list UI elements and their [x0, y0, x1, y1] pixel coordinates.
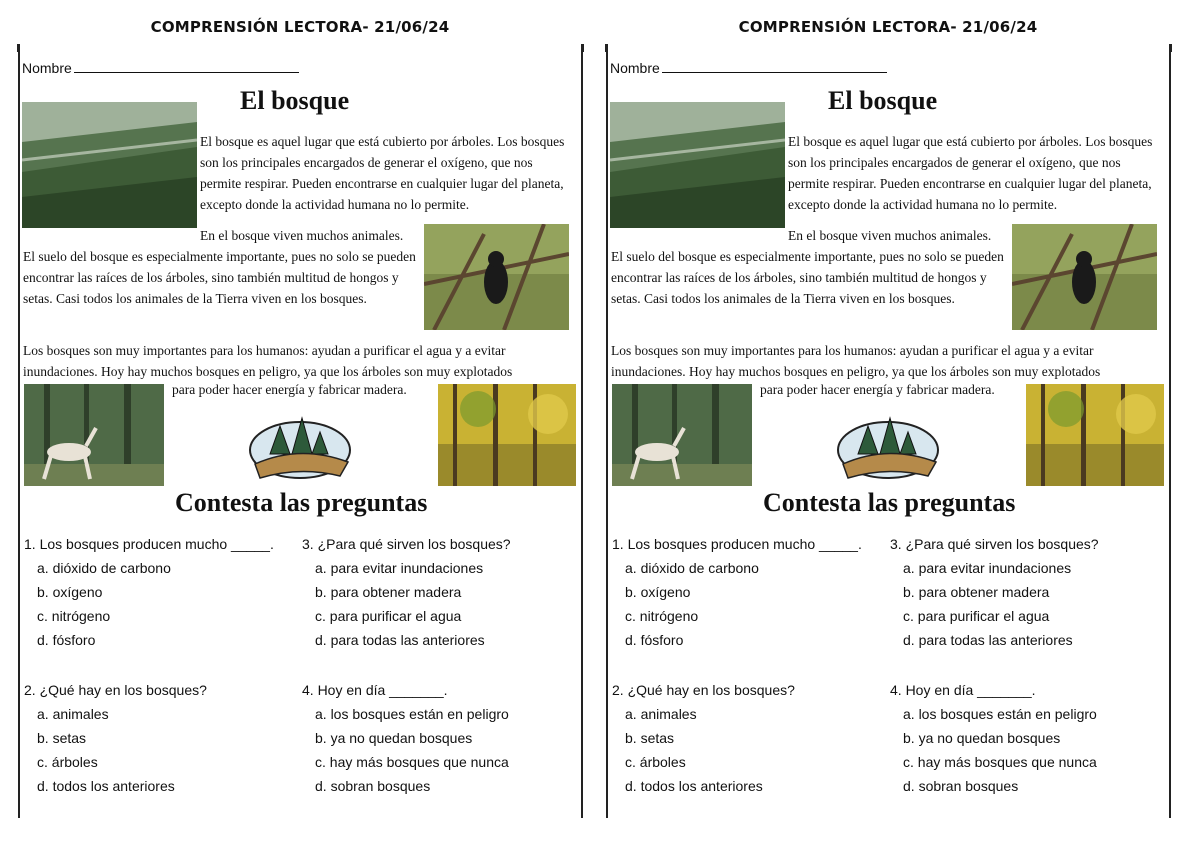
name-blank-line — [74, 60, 299, 73]
question-stem: 4. Hoy en día _______. — [302, 682, 448, 698]
autumn-forest-image — [438, 384, 576, 486]
answer-option: c. árboles — [625, 754, 686, 770]
question-stem: 1. Los bosques producen mucho _____. — [24, 536, 274, 552]
question-1 — [612, 536, 862, 656]
autumn-forest-image — [1026, 384, 1164, 486]
answer-option: a. dióxido de carbono — [37, 560, 171, 576]
answer-option: c. para purificar el agua — [315, 608, 462, 624]
margin-line-left — [18, 48, 20, 818]
worksheet-header: COMPRENSIÓN LECTORA- 21/06/24 — [150, 18, 450, 36]
answer-option: c. hay más bosques que nunca — [315, 754, 509, 770]
question-stem: 3. ¿Para qué sirven los bosques? — [890, 536, 1099, 552]
forest-clipart-logo — [828, 404, 948, 482]
paragraph-soil: El suelo del bosque es especialmente importante, pues no solo se pueden encontrar las raíces de los árboles, sino también multitud de hongos y setas. Casi todos los animales de la Tierra viven en los bosques. — [611, 249, 1004, 306]
answer-option: d. todos los anteriores — [625, 778, 763, 794]
name-field — [610, 60, 887, 76]
paragraph-intro: El bosque es aquel lugar que está cubierto por árboles. Los bosques son los principales encargados de generar el oxígeno, que nos permite respirar. Pueden encontrarse en cualquier lugar del planeta, excepto donde la actividad humana no lo permite. — [788, 134, 1153, 212]
answer-option: c. árboles — [37, 754, 98, 770]
answer-option: b. ya no quedan bosques — [903, 730, 1061, 746]
paragraph-importance: Los bosques son muy importantes para los humanos: ayudan a purificar el agua y a evitar inundaciones. Hoy hay muchos bosques en peligro, ya que los árboles son muy explotados — [23, 343, 513, 379]
answer-option: d. para todas las anteriores — [315, 632, 485, 648]
question-stem: 4. Hoy en día _______. — [890, 682, 1036, 698]
forest-hillside-image — [22, 102, 197, 228]
answer-option: d. fósforo — [625, 632, 684, 648]
question-3 — [890, 536, 1099, 656]
name-field — [22, 60, 299, 76]
question-2 — [24, 682, 207, 802]
worksheet-right — [598, 0, 1178, 849]
answer-option: d. sobran bosques — [903, 778, 1019, 794]
answer-option: a. los bosques están en peligro — [903, 706, 1097, 722]
worksheet-header: COMPRENSIÓN LECTORA- 21/06/24 — [738, 18, 1038, 36]
name-label: Nombre — [610, 60, 660, 76]
reading-title: El bosque — [828, 86, 938, 115]
answer-option: b. para obtener madera — [903, 584, 1050, 600]
answer-option: d. para todas las anteriores — [903, 632, 1073, 648]
paragraph-importance-tail: para poder hacer energía y fabricar madera. — [172, 382, 407, 397]
question-1 — [24, 536, 274, 656]
name-blank-line — [662, 60, 887, 73]
question-stem: 2. ¿Qué hay en los bosques? — [24, 682, 207, 698]
answer-option: d. sobran bosques — [315, 778, 431, 794]
deer-in-forest-image — [612, 384, 752, 486]
question-3 — [302, 536, 511, 656]
reading-title: El bosque — [240, 86, 350, 115]
answer-option: d. todos los anteriores — [37, 778, 175, 794]
answer-option: b. ya no quedan bosques — [315, 730, 473, 746]
question-4 — [302, 682, 509, 802]
question-4 — [890, 682, 1097, 802]
paragraph-animals-lead: En el bosque viven muchos animales. — [788, 228, 992, 243]
forest-hillside-image — [610, 102, 785, 228]
paragraph-soil: El suelo del bosque es especialmente importante, pues no solo se pueden encontrar las raíces de los árboles, sino también multitud de hongos y setas. Casi todos los animales de la Tierra viven en los bosques. — [23, 249, 416, 306]
deer-in-forest-image — [24, 384, 164, 486]
name-label: Nombre — [22, 60, 72, 76]
margin-line-left — [606, 48, 608, 818]
answer-option: a. para evitar inundaciones — [315, 560, 484, 576]
bear-in-tree-image — [1012, 224, 1157, 330]
paragraph-importance: Los bosques son muy importantes para los humanos: ayudan a purificar el agua y a evitar inundaciones. Hoy hay muchos bosques en peligro, ya que los árboles son muy explotados — [611, 343, 1101, 379]
answer-option: a. los bosques están en peligro — [315, 706, 509, 722]
answer-option: b. oxígeno — [625, 584, 691, 600]
paragraph-animals-lead: En el bosque viven muchos animales. — [200, 228, 404, 243]
question-stem: 1. Los bosques producen mucho _____. — [612, 536, 862, 552]
answer-option: c. nitrógeno — [625, 608, 699, 624]
question-stem: 2. ¿Qué hay en los bosques? — [612, 682, 795, 698]
questions-heading: Contesta las preguntas — [175, 488, 428, 517]
answer-option: c. para purificar el agua — [903, 608, 1050, 624]
answer-option: b. setas — [625, 730, 675, 746]
answer-option: a. animales — [625, 706, 697, 722]
forest-clipart-logo — [240, 404, 360, 482]
margin-line-right — [1169, 48, 1171, 818]
question-2 — [612, 682, 795, 802]
answer-option: a. animales — [37, 706, 109, 722]
answer-option: b. setas — [37, 730, 87, 746]
margin-line-right — [581, 48, 583, 818]
worksheet-left — [10, 0, 590, 849]
paragraph-intro: El bosque es aquel lugar que está cubierto por árboles. Los bosques son los principales encargados de generar el oxígeno, que nos permite respirar. Pueden encontrarse en cualquier lugar del planeta, excepto donde la actividad humana no lo permite. — [200, 134, 565, 212]
answer-option: c. hay más bosques que nunca — [903, 754, 1097, 770]
answer-option: b. oxígeno — [37, 584, 103, 600]
answer-option: b. para obtener madera — [315, 584, 462, 600]
question-stem: 3. ¿Para qué sirven los bosques? — [302, 536, 511, 552]
answer-option: c. nitrógeno — [37, 608, 111, 624]
questions-heading: Contesta las preguntas — [763, 488, 1016, 517]
answer-option: a. dióxido de carbono — [625, 560, 759, 576]
paragraph-importance-tail: para poder hacer energía y fabricar madera. — [760, 382, 995, 397]
bear-in-tree-image — [424, 224, 569, 330]
answer-option: d. fósforo — [37, 632, 96, 648]
answer-option: a. para evitar inundaciones — [903, 560, 1072, 576]
